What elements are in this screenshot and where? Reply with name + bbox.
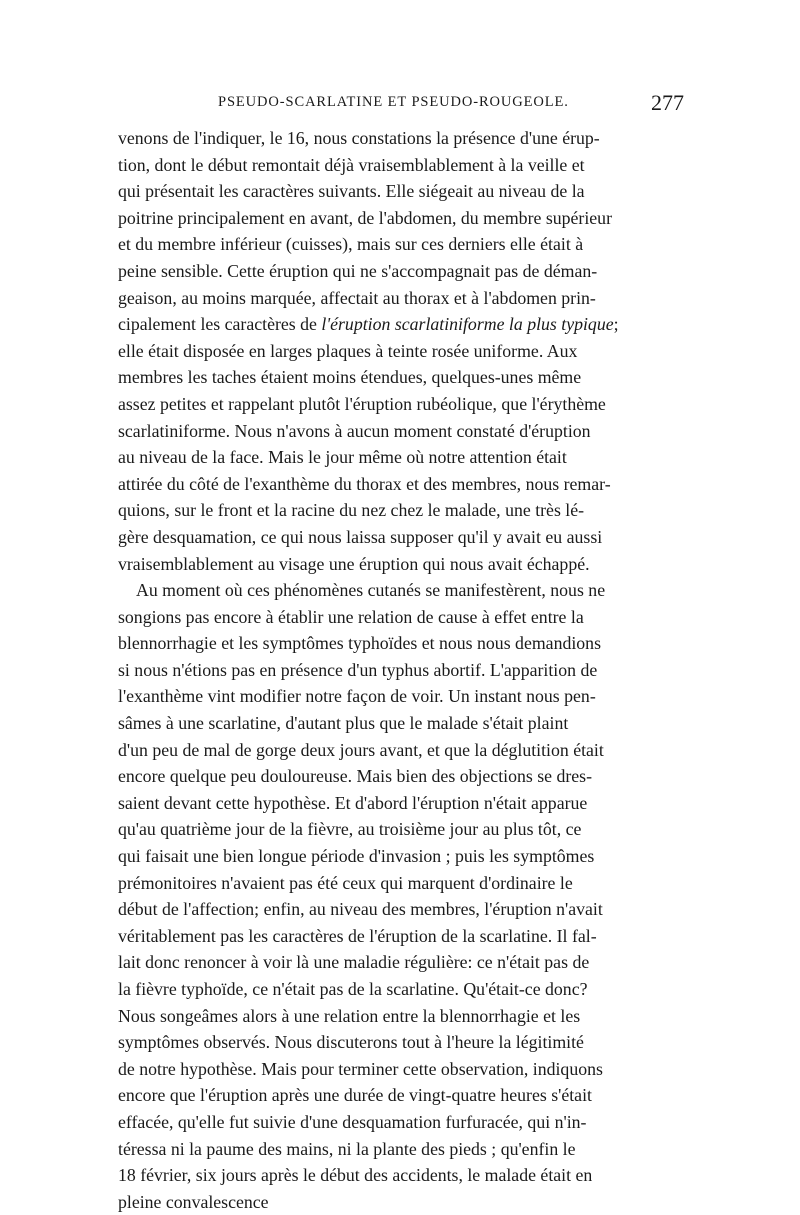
text-run: poitrine principalement en avant, de l'abdomen, du membre supérieur <box>118 207 612 228</box>
text-run: peine sensible. Cette éruption qui ne s'accompagnait pas de déman- <box>118 260 598 281</box>
text-line <box>118 1109 684 1136</box>
text-run: au niveau de la face. Mais le jour même où notre attention était <box>118 447 567 468</box>
text-run: d'un peu de mal de gorge deux jours avant, et que la déglutition était <box>118 739 604 760</box>
text-line <box>118 737 684 764</box>
text-run: encore que l'éruption après une durée de vingt-quatre heures s'était <box>118 1085 592 1106</box>
text-line <box>118 471 684 498</box>
text-run: la fièvre typhoïde, ce n'était pas de la scarlatine. Qu'était-ce donc? <box>118 979 588 999</box>
body-text <box>118 125 684 1215</box>
text-run: saient devant cette hypothèse. Et d'abord l'éruption n'était apparue <box>118 792 588 813</box>
running-head <box>118 90 684 120</box>
text-line <box>118 683 684 710</box>
text-run: membres les taches étaient moins étendues, quelques-unes même <box>118 367 582 388</box>
text-line <box>118 285 684 312</box>
text-run: de notre hypothèse. Mais pour terminer cette observation, indiquons <box>118 1058 603 1079</box>
page-number: 277 <box>651 90 684 115</box>
text-line <box>118 630 684 657</box>
text-line <box>118 577 684 604</box>
text-line <box>118 205 684 232</box>
text-line <box>118 976 684 1003</box>
text-run: 18 février, six jours après le début des accidents, le malade était en <box>118 1165 593 1186</box>
text-line <box>118 178 684 205</box>
text-line <box>118 418 684 445</box>
text-line <box>118 949 684 976</box>
text-run: pleine convalescence <box>118 1191 269 1212</box>
text-line <box>118 497 684 524</box>
text-line <box>118 870 684 897</box>
text-run: geaison, au moins marquée, affectait au thorax et à l'abdomen prin- <box>118 287 596 308</box>
text-line <box>118 604 684 631</box>
text-line <box>118 551 684 578</box>
text-line <box>118 258 684 285</box>
text-run: venons de l'indiquer, le 16, nous constations la présence d'une érup- <box>118 128 600 148</box>
text-run: blennorrhagie et les symptômes typhoïdes et nous nous demandions <box>118 633 601 654</box>
text-line <box>118 843 684 870</box>
text-run: ; <box>613 314 619 335</box>
text-run: véritablement pas les caractères de l'éruption de la scarlatine. Il fal- <box>118 925 597 946</box>
text-run: téressa ni la paume des mains, ni la plante des pieds ; qu'enfin le <box>118 1138 576 1159</box>
text-run: cipalement les caractères de <box>118 314 322 335</box>
text-line <box>118 125 684 152</box>
text-run: attirée du côté de l'exanthème du thorax et des membres, nous remar- <box>118 473 611 494</box>
running-title: PSEUDO-SCARLATINE ET PSEUDO-ROUGEOLE. <box>218 94 569 110</box>
text-run: assez petites et rappelant plutôt l'éruption rubéolique, que l'érythème <box>118 393 606 414</box>
text-line <box>118 1029 684 1056</box>
text-run: sâmes à une scarlatine, d'autant plus que le malade s'était plaint <box>118 713 569 734</box>
text-line <box>118 1082 684 1109</box>
text-line <box>118 1189 684 1215</box>
text-line <box>118 1003 684 1030</box>
text-line <box>118 710 684 737</box>
paragraph <box>118 577 684 1215</box>
paragraph <box>118 125 684 577</box>
text-line <box>118 896 684 923</box>
text-run: début de l'affection; enfin, au niveau des membres, l'éruption n'avait <box>118 899 603 920</box>
text-line <box>118 391 684 418</box>
text-line <box>118 657 684 684</box>
text-run: effacée, qu'elle fut suivie d'une desquamation furfuracée, qui n'in- <box>118 1111 587 1132</box>
text-run: Au moment où ces phénomènes cutanés se manifestèrent, nous ne <box>136 580 606 601</box>
text-run: songions pas encore à établir une relation de cause à effet entre la <box>118 606 584 627</box>
text-line <box>118 1136 684 1163</box>
text-line <box>118 923 684 950</box>
text-run: quions, sur le front et la racine du nez chez le malade, une très lé- <box>118 500 585 521</box>
text-line <box>118 364 684 391</box>
text-run: gère desquamation, ce qui nous laissa supposer qu'il y avait eu aussi <box>118 526 603 547</box>
text-line <box>118 231 684 258</box>
text-run: lait donc renoncer à voir là une maladie régulière: ce n'était pas de <box>118 952 590 973</box>
text-run: elle était disposée en larges plaques à teinte rosée uniforme. Aux <box>118 340 578 361</box>
text-run: prémonitoires n'avaient pas été ceux qui marquent d'ordinaire le <box>118 872 573 893</box>
text-line <box>118 1162 684 1189</box>
text-run: Nous songeâmes alors à une relation entre la blennorrhagie et les <box>118 1005 581 1026</box>
text-line <box>118 152 684 179</box>
text-line <box>118 763 684 790</box>
text-run: symptômes observés. Nous discuterons tout à l'heure la légitimité <box>118 1032 584 1053</box>
text-line <box>118 1056 684 1083</box>
text-line <box>118 444 684 471</box>
text-run: qui faisait une bien longue période d'invasion ; puis les symptômes <box>118 846 595 867</box>
text-line <box>118 338 684 365</box>
text-line <box>118 524 684 551</box>
text-run: qu'au quatrième jour de la fièvre, au troisième jour au plus tôt, ce <box>118 819 582 840</box>
text-run: scarlatiniforme. Nous n'avons à aucun moment constaté d'éruption <box>118 420 591 441</box>
text-run: et du membre inférieur (cuisses), mais sur ces derniers elle était à <box>118 234 584 255</box>
text-line <box>118 816 684 843</box>
text-run: encore quelque peu douloureuse. Mais bien des objections se dres- <box>118 766 593 787</box>
text-run: qui présentait les caractères suivants. Elle siégeait au niveau de la <box>118 181 585 202</box>
italic-phrase: l'éruption scarlatiniforme la plus typique <box>321 314 614 335</box>
text-run: si nous n'étions pas en présence d'un typhus abortif. L'apparition de <box>118 659 598 680</box>
text-line <box>118 311 684 338</box>
text-run: l'exanthème vint modifier notre façon de voir. Un instant nous pen- <box>118 686 596 707</box>
text-run: vraisemblablement au visage une éruption qui nous avait échappé. <box>118 553 590 574</box>
text-line <box>118 790 684 817</box>
text-run: tion, dont le début remontait déjà vraisemblablement à la veille et <box>118 154 585 175</box>
